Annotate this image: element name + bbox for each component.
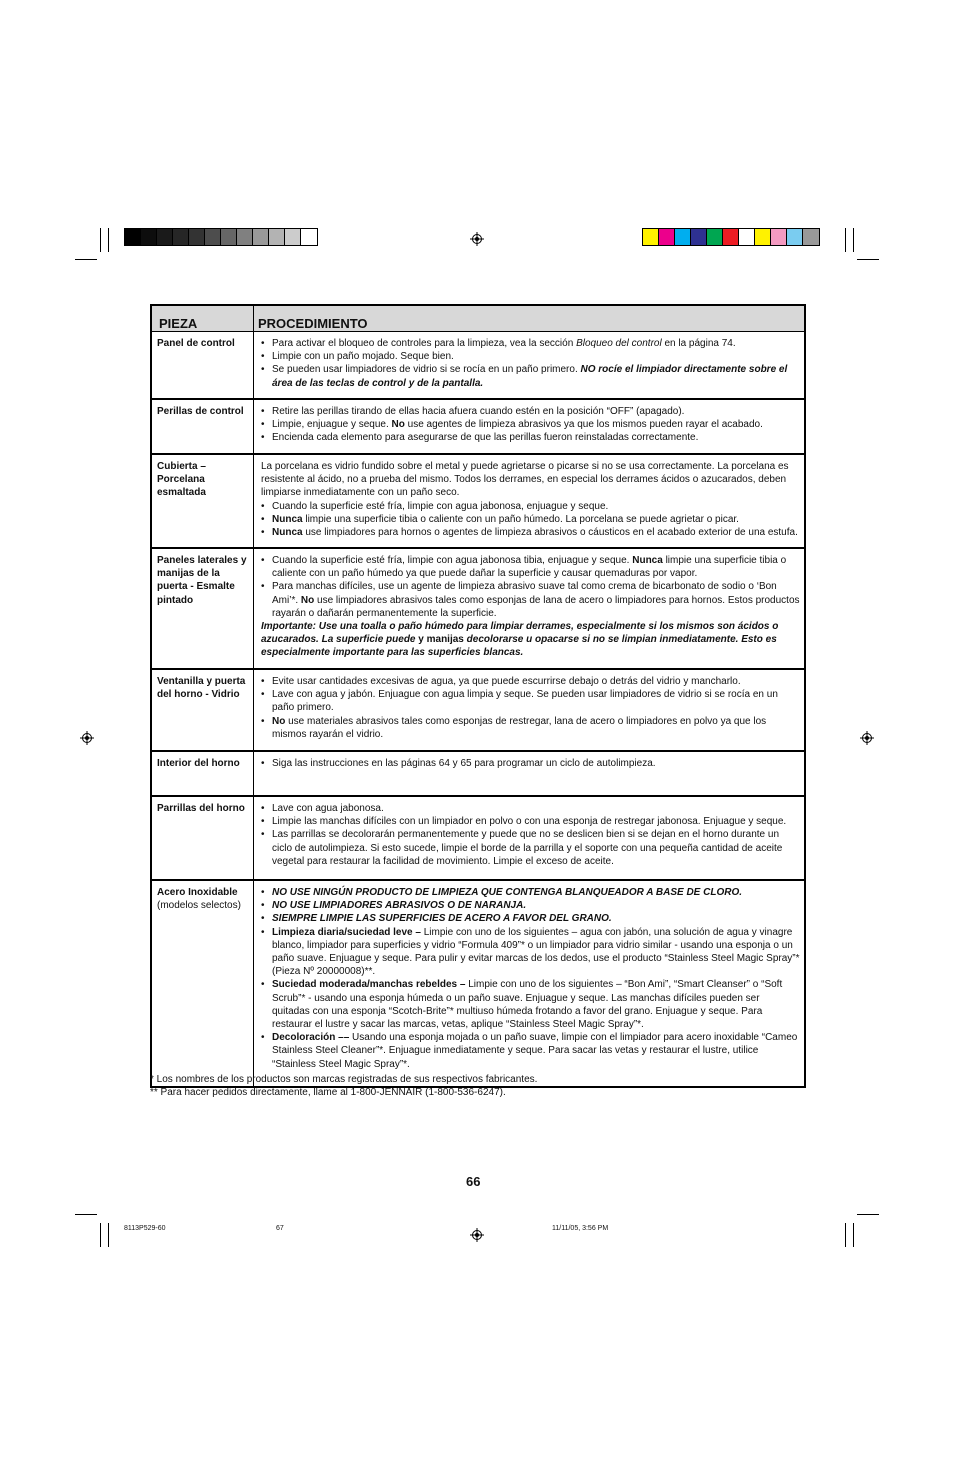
- page-number: 66: [466, 1174, 481, 1189]
- column-header-pieza: PIEZA: [151, 305, 254, 332]
- color-swatch: [173, 229, 189, 245]
- color-swatch: [285, 229, 301, 245]
- color-swatch: [237, 229, 253, 245]
- bullet-list: [261, 757, 800, 770]
- text-run: y manijas: [418, 634, 464, 646]
- pieza-name: Interior del horno: [157, 758, 240, 769]
- list-item: [261, 418, 800, 431]
- slug-job-code: 8113P529-60: [124, 1225, 166, 1232]
- text-run: NO USE LIMPIADORES ABRASIVOS O DE NARANJA.: [272, 900, 527, 912]
- procedimiento-cell: [254, 399, 806, 454]
- list-item: [261, 431, 800, 444]
- bullet-list: [261, 405, 800, 445]
- text-run: Encienda cada elemento para asegurarse de que las perillas fueron reinstaladas correctamente.: [272, 432, 699, 444]
- color-swatch: [803, 229, 819, 245]
- text-run: use limpiadores para hornos o agentes de limpieza abrasivos o cáusticos en el acabado exterior de una estufa.: [302, 527, 798, 539]
- text-run: Cuando la superficie esté fría, limpie con agua jabonosa tibia, enjuague y seque.: [272, 555, 633, 566]
- bullet-list: [261, 675, 800, 741]
- text-run: Decoloración ––: [272, 1032, 350, 1044]
- procedimiento-cell: [254, 880, 806, 1087]
- table-row: [151, 548, 805, 669]
- list-item: [261, 926, 800, 979]
- pieza-cell: [151, 669, 254, 751]
- text-run: No: [272, 715, 286, 727]
- intro-paragraph: [261, 460, 800, 500]
- text-run: SIEMPRE LIMPIE LAS SUPERFICIES DE ACERO A FAVOR DEL GRANO.: [272, 913, 612, 925]
- list-item: [261, 886, 800, 899]
- text-run: Limpie las manchas difíciles con un limpiador en polvo o con una esponja de restregar jabonosa. Enjuague y seque.: [272, 816, 787, 828]
- color-swatch: [221, 229, 237, 245]
- text-run: NO rocíe el limpiador directamente sobre el área de las teclas de control y de la pantalla.: [272, 364, 788, 389]
- slug-datetime: 11/11/05, 3:56 PM: [552, 1225, 609, 1232]
- list-item: [261, 815, 800, 828]
- text-run: Limpie, enjuague y seque.: [272, 419, 392, 431]
- important-note: [261, 620, 800, 660]
- list-item: [261, 912, 800, 925]
- color-swatch: [707, 229, 723, 245]
- text-run: Limpieza diaria/suciedad leve –: [272, 926, 421, 938]
- table-row: [151, 454, 805, 548]
- text-run: No: [391, 419, 405, 431]
- pieza-cell: [151, 399, 254, 454]
- text-run: en la página 74.: [661, 338, 736, 349]
- list-item: [261, 715, 800, 741]
- bullet-list: [261, 802, 800, 868]
- list-item: [261, 688, 800, 714]
- text-run: Importante: Use una toalla o paño húmedo para limpiar derrames, especialmente si los mismos son ácidos o azucarados. La superficie puede: [261, 621, 779, 646]
- cleaning-procedure-table: [150, 304, 806, 1088]
- pieza-cell: [151, 332, 254, 400]
- list-item: [261, 363, 800, 389]
- text-run: Las parrillas se decolorarán permanentemente y puede que no se deslicen bien si se dejan en el horno durante un ciclo de autolimpieza. Si esto sucede, limpie el borde de la parrilla y el soporte con una pequeña cantidad de aceite vegetal para restaurar la facilidad de movimiento. Limpie el exceso de aceite.: [272, 829, 783, 867]
- procedimiento-cell: [254, 751, 806, 796]
- text-run: Se pueden usar limpiadores de vidrio si se rocía en un paño primero.: [272, 364, 581, 376]
- grayscale-color-bar: [124, 228, 318, 246]
- list-item: [261, 580, 800, 620]
- color-swatch: [189, 229, 205, 245]
- text-run: decolorarse u opacarse si no se limpian inmediatamente. Esto es especialmente importante para las superficies blancas.: [261, 634, 777, 659]
- list-item: [261, 554, 800, 580]
- pieza-name: Panel de control: [157, 338, 235, 349]
- text-run: Para manchas difíciles, use un agente de limpieza abrasivo suave tal como crema de bicarbonato de sodio o ‘Bon Ami’*.: [272, 581, 777, 606]
- pieza-cell: [151, 548, 254, 669]
- color-swatch: [643, 229, 659, 245]
- table-row: [151, 669, 805, 751]
- color-swatch: [755, 229, 771, 245]
- text-run: Bloqueo del control: [576, 338, 662, 349]
- color-swatch: [659, 229, 675, 245]
- bullet-list: [261, 337, 800, 390]
- color-swatch: [141, 229, 157, 245]
- text-run: Usando una esponja mojada o un paño suave, limpie con el limpiador para acero inoxidable “Cameo Stainless Steel Cleaner”*. Enjuague inmediatamente y seque. Para sacar las vetas y restaurar el lustre, utilice “Stainless Steel Magic Spray”*.: [272, 1032, 798, 1070]
- list-item: [261, 405, 800, 418]
- text-run: Limpie con uno de los siguientes – agua con jabón, una solución de agua y vinagre blanco, limpiador para superficies y vidrio “Formula 409”* o un limpiador para vidrio similar - usando una esponja o un paño suave. Enjuague y seque. Para pulir y evitar marcas de los dedos, use el producto “Stainless Steel Magic Spray”* (Pieza Nº 20000008)**.: [272, 926, 800, 978]
- color-swatch: [205, 229, 221, 245]
- color-swatch: [787, 229, 803, 245]
- text-run: Nunca: [272, 527, 303, 539]
- footnotes: [150, 1073, 537, 1099]
- procedimiento-cell: [254, 454, 806, 548]
- text-run: No: [300, 594, 315, 606]
- table-row: [151, 751, 805, 796]
- bullet-list: [261, 886, 800, 1071]
- pieza-name: Perillas de control: [157, 406, 244, 417]
- color-swatch: [771, 229, 787, 245]
- procedimiento-cell: [254, 548, 806, 669]
- procedimiento-cell: [254, 332, 806, 400]
- registration-mark-icon: [470, 1228, 484, 1242]
- registration-mark-icon: [860, 731, 874, 745]
- text-run: Evite usar cantidades excesivas de agua, ya que puede escurrirse debajo o detrás del vidrio y mancharlo.: [272, 676, 741, 687]
- text-run: Para activar el bloqueo de controles para la limpieza, vea la sección: [272, 338, 577, 349]
- list-item: [261, 500, 800, 513]
- text-run: Nunca: [272, 513, 303, 525]
- table-row: [151, 399, 805, 454]
- bullet-list: [261, 554, 800, 620]
- text-run: use agentes de limpieza abrasivos ya que los mismos pueden rayar el acabado.: [404, 419, 763, 431]
- pieza-subtitle: (modelos selectos): [157, 900, 241, 912]
- list-item: [261, 1031, 800, 1071]
- pieza-name: Ventanilla y puerta del horno - Vidrio: [157, 676, 246, 701]
- text-run: NO USE NINGÚN PRODUCTO DE LIMPIEZA QUE CONTENGA BLANQUEADOR A BASE DE CLORO.: [272, 887, 743, 898]
- text-run: Limpie con un paño mojado. Seque bien.: [272, 351, 454, 363]
- registration-mark-icon: [80, 731, 94, 745]
- footnote: * Los nombres de los productos son marcas registradas de sus respectivos fabricantes.: [150, 1074, 538, 1085]
- text-run: limpie una superficie tibia o caliente con un paño húmedo. La porcelana se puede agrietar o picar.: [302, 513, 739, 525]
- text-run: Siga las instrucciones en las páginas 64 y 65 para programar un ciclo de autolimpieza.: [272, 758, 656, 769]
- process-color-bar: [642, 228, 820, 246]
- list-item: [261, 337, 800, 350]
- list-item: [261, 350, 800, 363]
- table-row: [151, 880, 805, 1087]
- list-item: [261, 757, 800, 770]
- slug-page: 67: [276, 1225, 284, 1232]
- procedimiento-cell: [254, 669, 806, 751]
- column-header-procedimiento: PROCEDIMIENTO: [254, 305, 806, 332]
- text-run: Lave con agua jabonosa.: [272, 803, 384, 814]
- color-swatch: [269, 229, 285, 245]
- pieza-name: Acero Inoxidable: [157, 887, 238, 898]
- color-swatch: [723, 229, 739, 245]
- text-run: Suciedad moderada/manchas rebeldes –: [272, 979, 466, 991]
- text-run: use materiales abrasivos tales como esponjas de restregar, lana de acero o limpiadores en polvo ya que los mismos rayarán el vidrio.: [272, 715, 767, 740]
- text-run: La porcelana es vidrio fundido sobre el metal y puede agrietarse o picarse si no se usa correctamente. La porcelana es resistente al ácido, no a prueba del mismo. Todos los derrames, en especial los derrames ácidos o azucarados, deben limpiarse inmediatamente con un paño seco.: [261, 461, 789, 499]
- pieza-cell: [151, 796, 254, 880]
- text-run: Cuando la superficie esté fría, limpie con agua jabonosa, enjuague y seque.: [272, 500, 609, 512]
- color-swatch: [739, 229, 755, 245]
- list-item: [261, 899, 800, 912]
- pieza-cell: [151, 454, 254, 548]
- color-swatch: [301, 229, 317, 245]
- table-row: [151, 796, 805, 880]
- table-row: [151, 332, 805, 400]
- text-run: Limpie con uno de los siguientes – “Bon Ami”, “Smart Cleanser” o “Soft Scrub”* - usando una esponja húmeda o un paño suave. Enjuague y seque. Las manchas difíciles pueden ser quitadas con una esponja “Scotch-Brite”* multiuso húmeda frotando a favor del grano. Enjuague y seque. Para restaurar el lustre y sacar las marcas, vetas, aplique “Stainless Steel Magic Spray”*.: [272, 979, 783, 1031]
- color-swatch: [157, 229, 173, 245]
- list-item: [261, 513, 800, 526]
- list-item: [261, 978, 800, 1031]
- text-run: limpie una superficie tibia o caliente con un paño húmedo ya que puede dañar la superficie y causar quemaduras por vapor.: [272, 555, 787, 580]
- pieza-name: Paneles laterales y manijas de la puerta - Esmalte pintado: [157, 555, 247, 606]
- table-header-row: [151, 305, 805, 332]
- text-run: use limpiadores abrasivos tales como esponjas de lana de acero o limpiadores para hornos. Estos productos rayarán o dañarán permanentemente la superficie.: [272, 594, 800, 619]
- pieza-cell: [151, 880, 254, 1087]
- text-run: Nunca: [632, 555, 663, 566]
- list-item: [261, 828, 800, 868]
- color-swatch: [675, 229, 691, 245]
- list-item: [261, 675, 800, 688]
- pieza-cell: [151, 751, 254, 796]
- list-item: [261, 802, 800, 815]
- list-item: [261, 526, 800, 539]
- pieza-name: Cubierta – Porcelana esmaltada: [157, 461, 206, 499]
- pieza-name: Parrillas del horno: [157, 803, 245, 814]
- bullet-list: [261, 500, 800, 540]
- text-run: Retire las perillas tirando de ellas hacia afuera cuando estén en la posición “OFF” (apagado).: [272, 406, 685, 417]
- color-swatch: [253, 229, 269, 245]
- registration-mark-icon: [470, 232, 484, 246]
- text-run: Lave con agua y jabón. Enjuague con agua limpia y seque. Se pueden usar limpiadores de vidrio si se rocía en un paño primero.: [272, 689, 778, 714]
- color-swatch: [691, 229, 707, 245]
- footnote: ** Para hacer pedidos directamente, llame al 1-800-JENNAIR (1-800-536-6247).: [150, 1087, 506, 1099]
- color-swatch: [125, 229, 141, 245]
- procedimiento-cell: [254, 796, 806, 880]
